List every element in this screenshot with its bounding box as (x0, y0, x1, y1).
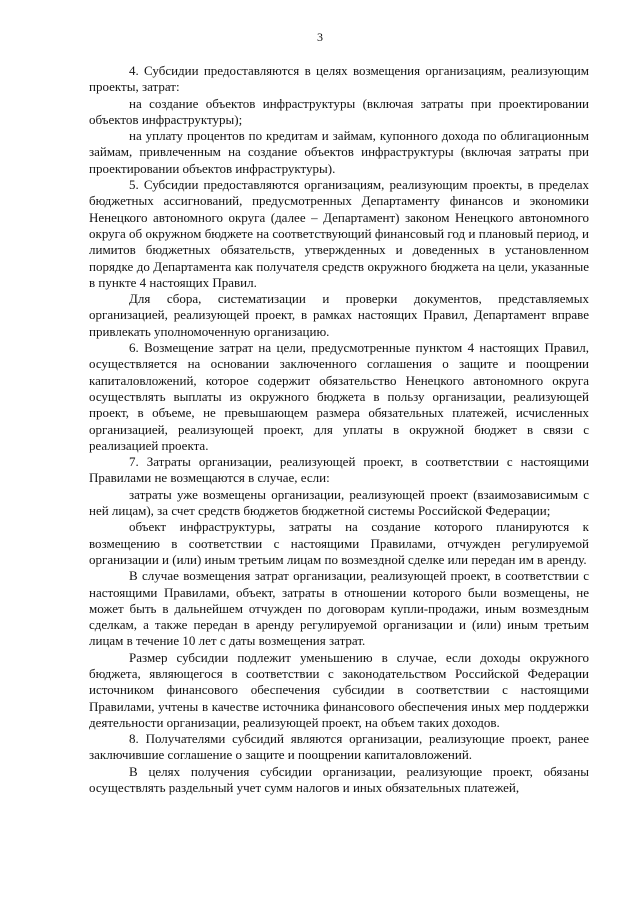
document-body (89, 63, 589, 796)
paragraph-4-item-interest: на уплату процентов по кредитам и займам, купонного дохода по облигационным займам, привлеченным на создание объектов инфраструктуры (включая затраты при проектировании объектов инфраструктуры). (89, 128, 589, 176)
paragraph-5-documents: Для сбора, систематизации и проверки документов, представляемых организацией, реализующей проект, в рамках настоящих Правил, Департамент вправе привлекать уполномоченную организацию. (89, 291, 589, 339)
paragraph-6: 6. Возмещение затрат на цели, предусмотренные пунктом 4 настоящих Правил, осуществляется на основании заключенного соглашения о защите и поощрении капиталовложений, которое содержит обязательство Ненецкого автономного округа осуществлять выплаты из окружного бюджета в пользу организации, реализующей проект, в объеме, не превышающем размера обязательных платежей, исчисленных организацией, реализующей проект, для уплаты в окружной бюджет в связи с реализацией проекта. (89, 340, 589, 453)
page-number: 3 (317, 30, 323, 44)
paragraph-4-item-infrastructure: на создание объектов инфраструктуры (включая затраты при проектировании объектов инфраструктуры); (89, 95, 589, 127)
paragraph-7-item-alienated: объект инфраструктуры, затраты на создание которого планируются к возмещению в соответствии с настоящими Правилами, отчужден регулируемой организации и (или) иным третьим лицам по возмездной сделке или передан им в аренду. (89, 519, 589, 567)
paragraph-7-reduction: Размер субсидии подлежит уменьшению в случае, если доходы окружного бюджета, являющегося в соответствии с законодательством Российской Федерации источником финансового обеспечения субсидии в соответствии с настоящими Правилами, учтены в качестве источника финансового обеспечения иных мер поддержки деятельности организации, реализующей проект, на объем таких доходов. (89, 649, 589, 730)
paragraph-4-intro: 4. Субсидии предоставляются в целях возмещения организациям, реализующим проекты, затрат: (89, 63, 589, 95)
paragraph-7-item-reimbursed: затраты уже возмещены организации, реализующей проект (взаимозависимым с ней лицам), за счет средств бюджетов бюджетной системы Российской Федерации; (89, 486, 589, 519)
paragraph-8-accounting: В целях получения субсидии организации, реализующие проект, обязаны осуществлять раздельный учет сумм налогов и иных обязательных платежей, (89, 763, 589, 796)
paragraph-7-intro: 7. Затраты организации, реализующей проект, в соответствии с настоящими Правилами не возмещаются в случае, если: (89, 454, 589, 486)
paragraph-7-restriction: В случае возмещения затрат организации, реализующей проект, в соответствии с настоящими Правилами, объект, затраты в отношении которого были возмещены, не может быть в дальнейшем отчужден по договорам купли-продажи, иным возмездным сделкам, а также передан в аренду регулируемой организации и (или) иным третьим лицам в течение 10 лет с даты возмещения затрат. (89, 568, 589, 649)
paragraph-8: 8. Получателями субсидий являются организации, реализующие проект, ранее заключившие соглашение о защите и поощрении капиталовложений. (89, 731, 589, 763)
paragraph-5: 5. Субсидии предоставляются организациям, реализующим проекты, в пределах бюджетных ассигнований, предусмотренных Департаменту финансов и экономики Ненецкого автономного округа (далее – Департамент) законом Ненецкого автономного округа об окружном бюджете на соответствующий финансовый год и плановый период, и лимитов бюджетных обязательств, утвержденных и доведенных в установленном порядке до Департамента как получателя средств окружного бюджета на цели, указанные в пункте 4 настоящих Правил. (89, 177, 589, 290)
